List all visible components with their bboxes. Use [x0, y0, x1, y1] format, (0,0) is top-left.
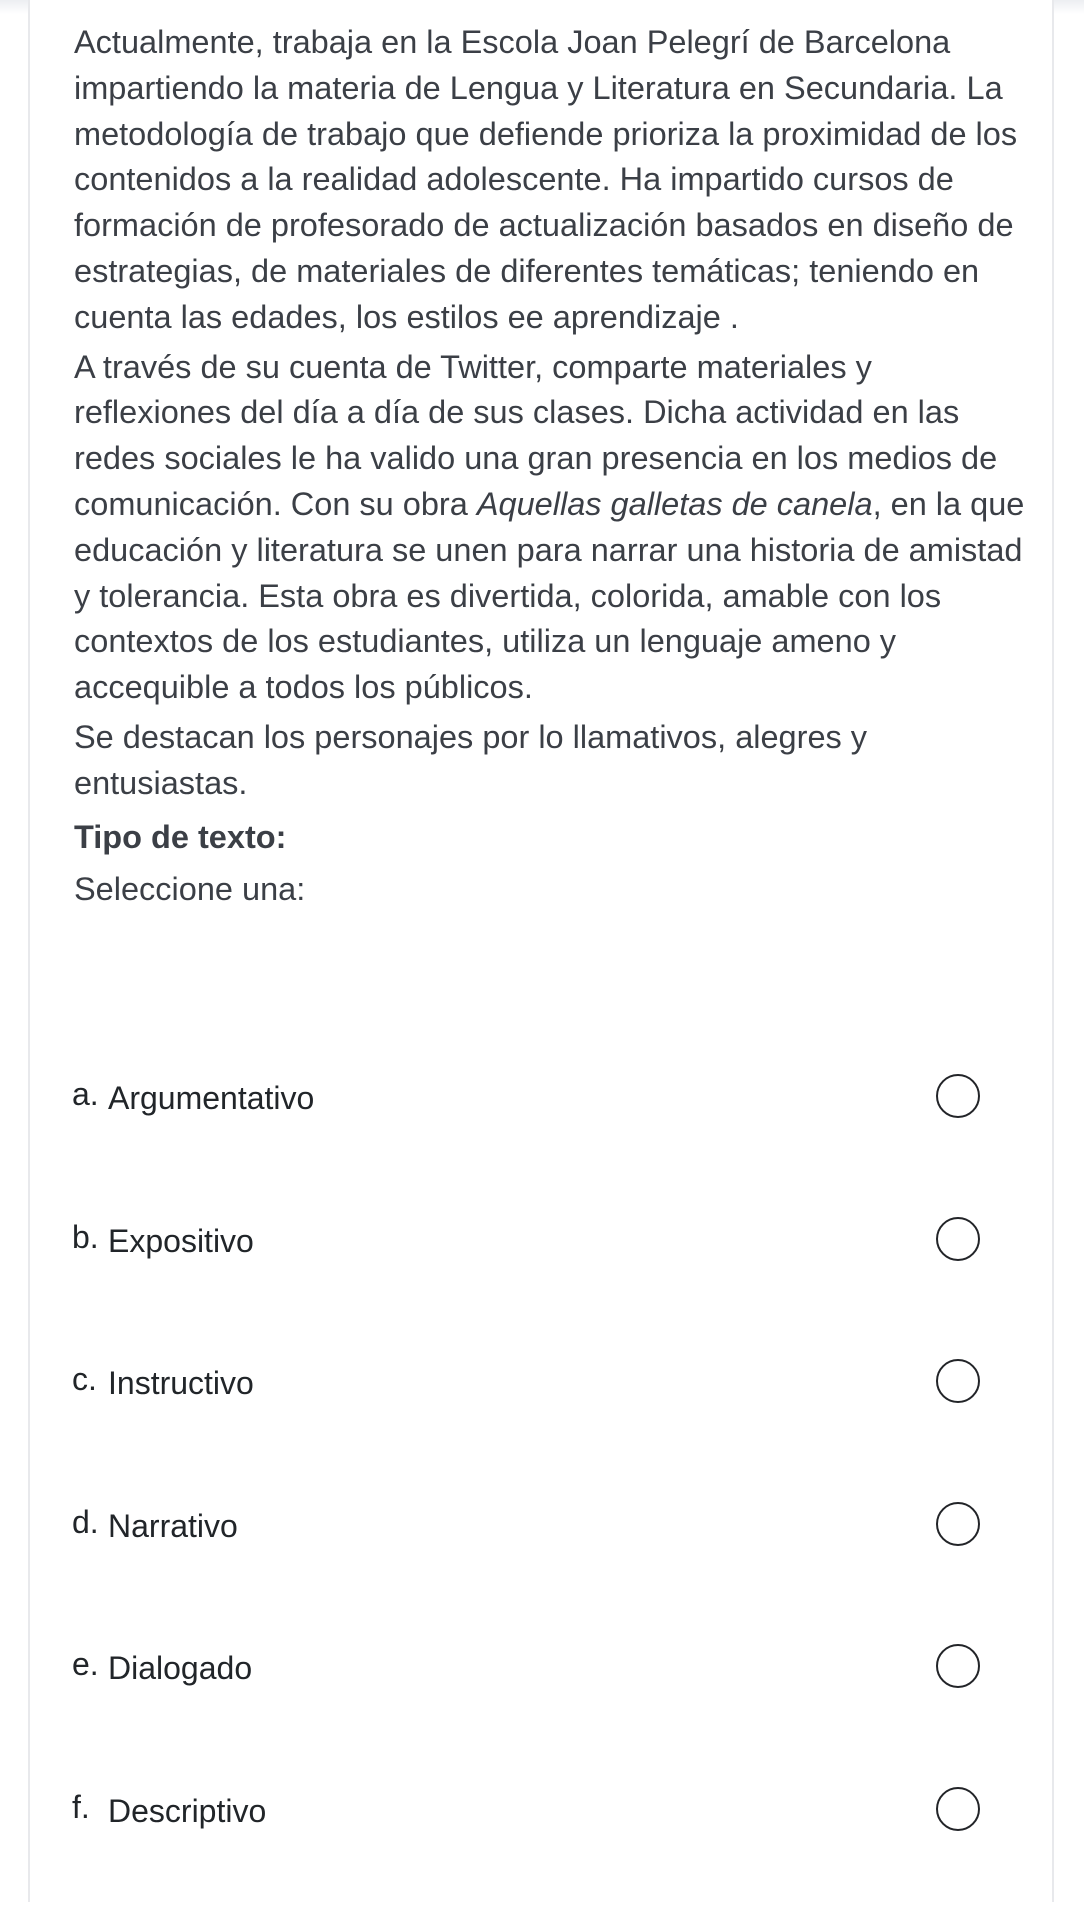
option-label[interactable]: Descriptivo	[108, 1792, 267, 1829]
radio-b[interactable]	[936, 1217, 980, 1261]
radio-d[interactable]	[936, 1502, 980, 1546]
radio-f[interactable]	[936, 1787, 980, 1831]
answer-options	[44, 1073, 1018, 1929]
paragraph-2-part-2: , en la que educación y literatura se unen para narrar una historia de amistad y tolerancia. Esta obra es divertida, colorida, amable con los contextos de los estudiantes, utiliza un lenguaje ameno y accequible a todos los públicos.	[74, 485, 1025, 706]
option-c[interactable]	[44, 1358, 1018, 1501]
book-title: Aquellas galletas de canela	[476, 485, 873, 522]
option-letter: c.	[72, 1361, 97, 1398]
option-b[interactable]	[44, 1216, 1018, 1359]
option-label[interactable]: Expositivo	[108, 1222, 254, 1259]
paragraph-1: Actualmente, trabaja en la Escola Joan Pelegrí de Barcelona impartiendo la materia de Lengua y Literatura en Secundaria. La metodología de trabajo que defiende prioriza la proximidad de los contenidos a la realidad adolescente. Ha impartido cursos de formación de profesorado de actualización basados en diseño de estrategias, de materiales de diferentes temáticas; teniendo en cuenta las edades, los estilos ee aprendizaje .	[74, 24, 1018, 335]
option-d[interactable]	[44, 1501, 1018, 1644]
option-e[interactable]	[44, 1643, 1018, 1786]
option-letter: e.	[72, 1646, 99, 1683]
option-a[interactable]	[44, 1073, 1018, 1216]
option-letter: f.	[72, 1788, 90, 1825]
option-label[interactable]: Narrativo	[108, 1507, 238, 1544]
radio-c[interactable]	[936, 1359, 980, 1403]
question-label: Tipo de texto:	[74, 818, 287, 855]
option-letter: d.	[72, 1503, 99, 1540]
option-label[interactable]: Argumentativo	[108, 1080, 315, 1116]
question-text	[74, 20, 1034, 915]
option-f[interactable]	[44, 1786, 1018, 1929]
option-label[interactable]: Instructivo	[108, 1365, 254, 1402]
paragraph-2	[74, 345, 1034, 711]
option-label[interactable]: Dialogado	[108, 1650, 253, 1687]
paragraph-3: Se destacan los personajes por lo llamativos, alegres y entusiastas.	[74, 718, 868, 801]
select-prompt: Seleccione una:	[74, 870, 306, 907]
radio-e[interactable]	[936, 1644, 980, 1688]
option-letter: b.	[72, 1218, 99, 1255]
paragraph-2-part-1: A través de su cuenta de Twitter, comparte materiales y reflexiones del día a día de sus clases. Dicha actividad en las redes sociales le ha valido una gran presencia en los medios de comunicación. Con su obra	[74, 348, 998, 522]
radio-a[interactable]	[936, 1074, 980, 1118]
option-letter: a.	[72, 1076, 99, 1112]
